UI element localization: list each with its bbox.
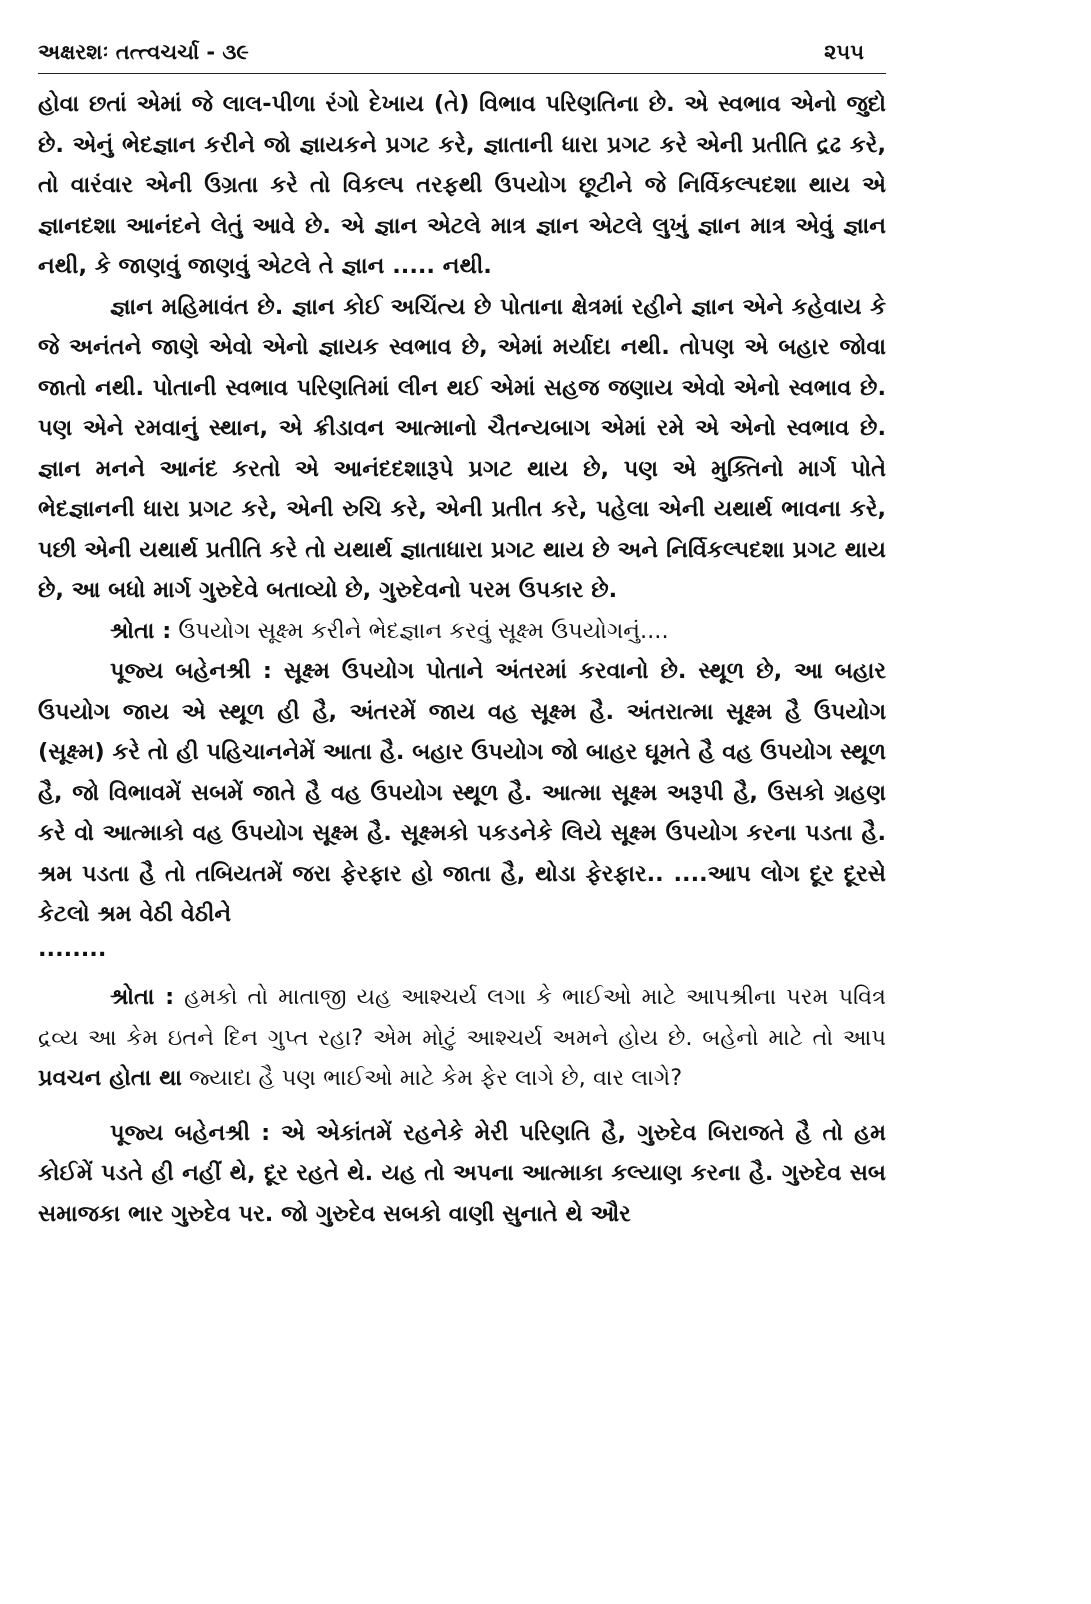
listener-remark-2 (38, 977, 886, 1099)
remark-text: ઉપયોગ સૂક્ષ્મ કરીને ભેદજ્ઞાન કરવું સૂક્ષ્મ ઉપયોગનું.... (171, 617, 669, 644)
book-page (38, 40, 886, 1234)
running-title: અક્ષરશઃ તત્ત્વચર્ચા - ૩૯ (38, 40, 249, 64)
reply-text: સૂક્ષ્મ ઉપયોગ પોતાને અંતરમાં કરવાનો છે. સ્થૂળ છે, આ બહાર ઉપયોગ જાય એ સ્થૂળ હી હૈ, અંતરમેં જાય વહ સૂક્ષ્મ હૈ. અંતરાત્મા સૂક્ષ્મ હૈ ઉપયોગ (સૂક્ષ્મ) કરે તો હી પહિચાનનેમેં આતા હૈ. બહાર ઉપયોગ જો બાહર ઘૂમતે હૈ વહ ઉપયોગ સ્થૂળ હૈ, જો વિભાવમેં સબમેં જાતે હૈ વહ ઉપયોગ સ્થૂળ હૈ. આત્મા સૂક્ષ્મ અરૂપી હૈ, ઉસકો ગ્રહણ કરે વો આત્માકો વહ ઉપયોગ સૂક્ષ્મ હૈ. સૂક્ષ્મકો પકડનેકે લિયે સૂક્ષ્મ ઉપયોગ કરના પડતા હૈ. શ્રમ પડતા હૈ તો તબિયતમેં જરા ફેરફાર હો જાતા હૈ, થોડા ફેરફાર.. ....આપ લોગ દૂર દૂરસે કેટલો શ્રમ વેઠી વેઠીને (38, 658, 886, 927)
paragraph-2: જ્ઞાન મહિમાવંત છે. જ્ઞાન કોઈ અચિંત્ય છે પોતાના ક્ષેત્રમાં રહીને જ્ઞાન એને કહેવાય કે જે અનંતને જાણે એવો એનો જ્ઞાયક સ્વભાવ છે, એમાં મર્યાદા નથી. તોપણ એ બહાર જોવા જાતો નથી. પોતાની સ્વભાવ પરિણતિમાં લીન થઈ એમાં સહજ જણાય એવો એનો સ્વભાવ છે. પણ એને રમવાનું સ્થાન, એ ક્રીડાવન આત્માનો ચૈતન્યબાગ એમાં રમે એ એનો સ્વભાવ છે. જ્ઞાન મનને આનંદ કરતો એ આનંદદશારૂપે પ્રગટ થાય છે, પણ એ મુક્તિનો માર્ગ પોતે ભેદજ્ઞાનની ધારા પ્રગટ કરે, એની રુચિ કરે, એની પ્રતીત કરે, પહેલા એની યથાર્થ ભાવના કરે, પછી એની યથાર્થ પ્રતીતિ કરે તો યથાર્થ જ્ઞાતાધારા પ્રગટ થાય છે અને નિર્વિકલ્પદશા પ્રગટ થાય છે, આ બધો માર્ગ ગુરુદેવે બતાવ્યો છે, ગુરુદેવનો પરમ ઉપકાર છે. (38, 293, 886, 603)
page-header (38, 40, 886, 74)
page-body (38, 84, 886, 1234)
listener-remark-1 (38, 611, 886, 652)
speaker-label: પૂજ્ય બહેનશ્રી : (110, 658, 272, 684)
remark-text-b: જ્યાદા હૈ પણ ભાઈઓ માટે કેમ ફેર લાગે છે, વાર લાગે? (181, 1065, 683, 1091)
remark-emphasis: પ્રવચન હોતા થા (38, 1065, 182, 1091)
bahenshri-reply-2 (38, 1113, 886, 1235)
remark-text-a: હમકો તો માતાજી યહ આશ્ચર્ય લગા કે ભાઈઓ માટે આપશ્રીના પરમ પવિત્ર દ્રવ્ય આ કેમ ઇતને દિન ગુપ્ત રહા? એમ મોટું આશ્ચર્ય અમને હોય છે. બહેનો માટે તો આપ (38, 984, 886, 1051)
bahenshri-reply-1 (38, 651, 886, 935)
paragraph-1: હોવા છતાં એમાં જે લાલ-પીળા રંગો દેખાય (તે) વિભાવ પરિણતિના છે. એ સ્વભાવ એનો જુદો છે. એનું ભેદજ્ઞાન કરીને જો જ્ઞાયકને પ્રગટ કરે, જ્ઞાતાની ધારા પ્રગટ કરે એની પ્રતીતિ દ્રઢ કરે, તો વારંવાર એની ઉગ્રતા કરે તો વિકલ્પ તરફથી ઉપયોગ છૂટીને જે નિર્વિકલ્પદશા થાય એ જ્ઞાનદશા આનંદને લેતું આવે છે. એ જ્ઞાન એટલે માત્ર જ્ઞાન એટલે લુખું જ્ઞાન માત્ર એવું જ્ઞાન નથી, કે જાણવું જાણવું એટલે તે જ્ઞાન ..... નથી. (38, 91, 886, 279)
speaker-label: શ્રોતા : (110, 617, 172, 644)
reply-text: એ એકાંતમેં રહનેકે મેરી પરિણતિ હૈ, ગુરુદેવ બિરાજતે હૈ તો હમ કોઈમેં પડતે હી નહીં થે, દૂર રહતે થે. યહ તો અપના આત્માકા કલ્યાણ કરના હૈ. ગુરુદેવ સબ સમાજકા ભાર ગુરુદેવ પર. જો ગુરુદેવ સબકો વાણી સુનાતે થે ઔર (38, 1119, 886, 1227)
speaker-label: પૂજ્ય બહેનશ્રી : (110, 1119, 271, 1146)
continuation-ellipsis: ........ (38, 935, 107, 962)
page-number: ૨૫૫ (824, 40, 864, 64)
speaker-label: શ્રોતા : (110, 984, 175, 1010)
